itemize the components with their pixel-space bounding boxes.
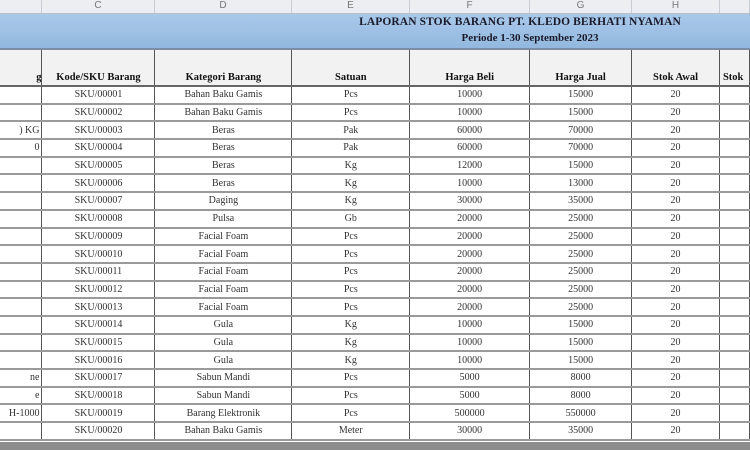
cell-harga-beli[interactable]: 10000 [410, 174, 530, 192]
header-nama-barang-partial[interactable]: g [0, 50, 42, 86]
cell-kode-sku[interactable]: SKU/00008 [42, 210, 155, 228]
cell-satuan[interactable]: Pcs [292, 86, 410, 104]
cell-harga-beli[interactable]: 20000 [410, 210, 530, 228]
cell-stok-next[interactable] [719, 263, 749, 281]
cell-kode-sku[interactable]: SKU/00006 [42, 174, 155, 192]
cell-satuan[interactable]: Pcs [292, 281, 410, 299]
cell-kategori[interactable]: Beras [155, 121, 292, 139]
cell-satuan[interactable]: Pcs [292, 263, 410, 281]
cell-kode-sku[interactable]: SKU/00018 [42, 387, 155, 405]
cell-stok-next[interactable] [719, 422, 749, 440]
table-row [0, 422, 750, 440]
header-satuan[interactable]: Satuan [292, 50, 410, 86]
cell-harga-jual[interactable]: 70000 [530, 121, 632, 139]
cell-kategori[interactable]: Beras [155, 157, 292, 175]
cell-stok-awal[interactable]: 20 [632, 157, 720, 175]
table-row [0, 104, 750, 122]
cell-nama-barang-partial[interactable]: ne [0, 369, 42, 387]
report-period: Periode 1-30 September 2023 [461, 32, 599, 44]
cell-kategori[interactable]: Barang Elektronik [155, 404, 292, 422]
cell-stok-awal[interactable]: 20 [632, 404, 720, 422]
cell-stok-awal[interactable]: 20 [632, 104, 720, 122]
table-row [0, 86, 750, 104]
table-row [0, 157, 750, 175]
table-row [0, 281, 750, 299]
cell-kode-sku[interactable]: SKU/00020 [42, 422, 155, 440]
table-row [0, 263, 750, 281]
cell-harga-beli[interactable]: 5000 [410, 387, 530, 405]
cell-satuan[interactable]: Pcs [292, 228, 410, 246]
cell-nama-barang-partial[interactable] [0, 157, 42, 175]
cell-satuan[interactable]: Pcs [292, 404, 410, 422]
cell-kode-sku[interactable]: SKU/00010 [42, 245, 155, 263]
table-row [0, 387, 750, 405]
cell-kategori[interactable]: Bahan Baku Gamis [155, 422, 292, 440]
cell-satuan[interactable]: Pcs [292, 369, 410, 387]
cell-kategori[interactable]: Bahan Baku Gamis [155, 104, 292, 122]
cell-harga-jual[interactable]: 35000 [530, 422, 632, 440]
header-stok-next[interactable]: Stok [719, 50, 749, 86]
cell-harga-jual[interactable]: 15000 [530, 334, 632, 352]
header-harga-jual[interactable]: Harga Jual [530, 50, 632, 86]
table-row [0, 316, 750, 334]
table-row [0, 139, 750, 157]
cell-nama-barang-partial[interactable] [0, 334, 42, 352]
cell-nama-barang-partial[interactable] [0, 281, 42, 299]
table-row [0, 298, 750, 316]
cell-satuan[interactable]: Pcs [292, 245, 410, 263]
cell-harga-beli[interactable]: 12000 [410, 157, 530, 175]
cell-stok-next[interactable] [719, 157, 749, 175]
column-letter[interactable]: E [292, 0, 410, 13]
next-row-strip [0, 442, 750, 450]
table-row [0, 192, 750, 210]
cell-stok-next[interactable] [719, 139, 749, 157]
cell-harga-jual[interactable]: 15000 [530, 351, 632, 369]
cell-satuan[interactable]: Meter [292, 422, 410, 440]
cell-stok-awal[interactable]: 20 [632, 192, 720, 210]
cell-nama-barang-partial[interactable] [0, 104, 42, 122]
cell-harga-jual[interactable]: 550000 [530, 404, 632, 422]
column-letter[interactable] [0, 0, 42, 13]
report-title: LAPORAN STOK BARANG PT. KLEDO BERHATI NYAMAN [359, 16, 681, 28]
cell-harga-beli[interactable]: 20000 [410, 263, 530, 281]
cell-stok-next[interactable] [719, 174, 749, 192]
cell-stok-next[interactable] [719, 387, 749, 405]
cell-nama-barang-partial[interactable]: H-1000 [0, 404, 42, 422]
cell-harga-jual[interactable]: 25000 [530, 228, 632, 246]
column-header-bar [0, 0, 750, 14]
cell-stok-next[interactable] [719, 404, 749, 422]
cell-nama-barang-partial[interactable] [0, 174, 42, 192]
cell-stok-next[interactable] [719, 86, 749, 104]
cell-kode-sku[interactable]: SKU/00007 [42, 192, 155, 210]
cell-satuan[interactable]: Kg [292, 316, 410, 334]
cell-kode-sku[interactable]: SKU/00003 [42, 121, 155, 139]
cell-stok-awal[interactable]: 20 [632, 228, 720, 246]
cell-nama-barang-partial[interactable]: e [0, 387, 42, 405]
cell-stok-next[interactable] [719, 228, 749, 246]
cell-harga-jual[interactable]: 15000 [530, 104, 632, 122]
cell-kode-sku[interactable]: SKU/00015 [42, 334, 155, 352]
cell-nama-barang-partial[interactable]: 0 [0, 139, 42, 157]
cell-harga-beli[interactable]: 20000 [410, 281, 530, 299]
cell-harga-jual[interactable]: 25000 [530, 281, 632, 299]
cell-kode-sku[interactable]: SKU/00013 [42, 298, 155, 316]
cell-stok-next[interactable] [719, 369, 749, 387]
cell-satuan[interactable]: Kg [292, 192, 410, 210]
cell-kategori[interactable]: Facial Foam [155, 298, 292, 316]
cell-harga-jual[interactable]: 25000 [530, 245, 632, 263]
cell-stok-awal[interactable]: 20 [632, 422, 720, 440]
stock-table [0, 50, 750, 441]
cell-nama-barang-partial[interactable] [0, 316, 42, 334]
cell-stok-next[interactable] [719, 334, 749, 352]
cell-harga-beli[interactable]: 10000 [410, 351, 530, 369]
cell-nama-barang-partial[interactable] [0, 263, 42, 281]
cell-satuan[interactable]: Pcs [292, 387, 410, 405]
cell-harga-beli[interactable]: 500000 [410, 404, 530, 422]
table-row [0, 210, 750, 228]
cell-nama-barang-partial[interactable] [0, 228, 42, 246]
table-row [0, 404, 750, 422]
cell-stok-awal[interactable]: 20 [632, 121, 720, 139]
header-kode-sku[interactable]: Kode/SKU Barang [42, 50, 155, 86]
cell-kategori[interactable]: Sabun Mandi [155, 387, 292, 405]
cell-satuan[interactable]: Pak [292, 121, 410, 139]
cell-kategori[interactable]: Gula [155, 351, 292, 369]
header-stok-awal[interactable]: Stok Awal [632, 50, 720, 86]
cell-harga-beli[interactable]: 10000 [410, 104, 530, 122]
cell-satuan[interactable]: Kg [292, 157, 410, 175]
cell-stok-next[interactable] [719, 192, 749, 210]
column-letter[interactable]: D [155, 0, 292, 13]
cell-kategori[interactable]: Gula [155, 316, 292, 334]
cell-nama-barang-partial[interactable] [0, 192, 42, 210]
table-row [0, 334, 750, 352]
cell-harga-jual[interactable]: 70000 [530, 139, 632, 157]
cell-harga-jual[interactable]: 25000 [530, 210, 632, 228]
cell-stok-next[interactable] [719, 316, 749, 334]
cell-kode-sku[interactable]: SKU/00014 [42, 316, 155, 334]
cell-harga-jual[interactable]: 15000 [530, 157, 632, 175]
cell-harga-beli[interactable]: 10000 [410, 316, 530, 334]
cell-nama-barang-partial[interactable]: ) KG [0, 121, 42, 139]
cell-stok-next[interactable] [719, 104, 749, 122]
report-title-band [0, 14, 750, 50]
cell-satuan[interactable]: Kg [292, 174, 410, 192]
column-letter[interactable]: C [42, 0, 155, 13]
cell-kode-sku[interactable]: SKU/00002 [42, 104, 155, 122]
cell-harga-jual[interactable]: 25000 [530, 263, 632, 281]
column-letter[interactable]: G [530, 0, 632, 13]
cell-harga-jual[interactable]: 35000 [530, 192, 632, 210]
cell-kode-sku[interactable]: SKU/00016 [42, 351, 155, 369]
cell-kode-sku[interactable]: SKU/00017 [42, 369, 155, 387]
cell-satuan[interactable]: Pcs [292, 298, 410, 316]
header-kategori[interactable]: Kategori Barang [155, 50, 292, 86]
table-row [0, 174, 750, 192]
table-row [0, 351, 750, 369]
cell-stok-awal[interactable]: 20 [632, 387, 720, 405]
column-letter[interactable]: F [410, 0, 530, 13]
header-harga-beli[interactable]: Harga Beli [410, 50, 530, 86]
cell-harga-beli[interactable]: 30000 [410, 422, 530, 440]
cell-harga-beli[interactable]: 20000 [410, 298, 530, 316]
cell-kode-sku[interactable]: SKU/00004 [42, 139, 155, 157]
column-letter[interactable]: H [632, 0, 720, 13]
cell-stok-awal[interactable]: 20 [632, 245, 720, 263]
cell-stok-next[interactable] [719, 351, 749, 369]
cell-kategori[interactable]: Gula [155, 334, 292, 352]
cell-stok-next[interactable] [719, 298, 749, 316]
table-row [0, 228, 750, 246]
cell-kategori[interactable]: Pulsa [155, 210, 292, 228]
cell-kode-sku[interactable]: SKU/00012 [42, 281, 155, 299]
cell-kode-sku[interactable]: SKU/00001 [42, 86, 155, 104]
cell-kode-sku[interactable]: SKU/00009 [42, 228, 155, 246]
cell-stok-next[interactable] [719, 121, 749, 139]
cell-satuan[interactable]: Kg [292, 334, 410, 352]
cell-satuan[interactable]: Pcs [292, 104, 410, 122]
cell-stok-next[interactable] [719, 245, 749, 263]
cell-stok-next[interactable] [719, 281, 749, 299]
cell-harga-beli[interactable]: 60000 [410, 139, 530, 157]
cell-harga-beli[interactable]: 20000 [410, 228, 530, 246]
cell-harga-jual[interactable]: 8000 [530, 369, 632, 387]
cell-kategori[interactable]: Beras [155, 139, 292, 157]
cell-kategori[interactable]: Facial Foam [155, 228, 292, 246]
cell-stok-awal[interactable]: 20 [632, 369, 720, 387]
cell-nama-barang-partial[interactable] [0, 298, 42, 316]
cell-kode-sku[interactable]: SKU/00011 [42, 263, 155, 281]
cell-kategori[interactable]: Facial Foam [155, 263, 292, 281]
column-letter[interactable] [720, 0, 750, 13]
cell-stok-awal[interactable]: 20 [632, 298, 720, 316]
cell-stok-awal[interactable]: 20 [632, 210, 720, 228]
cell-kategori[interactable]: Facial Foam [155, 281, 292, 299]
cell-harga-jual[interactable]: 25000 [530, 298, 632, 316]
cell-stok-awal[interactable]: 20 [632, 351, 720, 369]
cell-nama-barang-partial[interactable] [0, 351, 42, 369]
cell-stok-next[interactable] [719, 210, 749, 228]
cell-harga-jual[interactable]: 8000 [530, 387, 632, 405]
cell-harga-beli[interactable]: 10000 [410, 86, 530, 104]
cell-harga-beli[interactable]: 20000 [410, 245, 530, 263]
cell-kategori[interactable]: Sabun Mandi [155, 369, 292, 387]
cell-harga-beli[interactable]: 30000 [410, 192, 530, 210]
table-row [0, 245, 750, 263]
cell-kategori[interactable]: Facial Foam [155, 245, 292, 263]
cell-satuan[interactable]: Gb [292, 210, 410, 228]
cell-harga-jual[interactable]: 15000 [530, 316, 632, 334]
cell-nama-barang-partial[interactable] [0, 245, 42, 263]
cell-stok-awal[interactable]: 20 [632, 281, 720, 299]
cell-harga-beli[interactable]: 10000 [410, 334, 530, 352]
table-row [0, 121, 750, 139]
cell-kategori[interactable]: Bahan Baku Gamis [155, 86, 292, 104]
cell-nama-barang-partial[interactable] [0, 86, 42, 104]
cell-stok-awal[interactable]: 20 [632, 139, 720, 157]
cell-stok-awal[interactable]: 20 [632, 86, 720, 104]
cell-satuan[interactable]: Pak [292, 139, 410, 157]
cell-harga-jual[interactable]: 15000 [530, 86, 632, 104]
cell-harga-beli[interactable]: 60000 [410, 121, 530, 139]
cell-satuan[interactable]: Kg [292, 351, 410, 369]
cell-kategori[interactable]: Beras [155, 174, 292, 192]
cell-kode-sku[interactable]: SKU/00019 [42, 404, 155, 422]
table-row [0, 369, 750, 387]
cell-harga-jual[interactable]: 13000 [530, 174, 632, 192]
cell-kategori[interactable]: Daging [155, 192, 292, 210]
cell-kode-sku[interactable]: SKU/00005 [42, 157, 155, 175]
cell-nama-barang-partial[interactable] [0, 210, 42, 228]
cell-harga-beli[interactable]: 5000 [410, 369, 530, 387]
cell-stok-awal[interactable]: 20 [632, 174, 720, 192]
cell-nama-barang-partial[interactable] [0, 422, 42, 440]
cell-stok-awal[interactable]: 20 [632, 316, 720, 334]
cell-stok-awal[interactable]: 20 [632, 263, 720, 281]
header-row [0, 50, 750, 86]
cell-stok-awal[interactable]: 20 [632, 334, 720, 352]
